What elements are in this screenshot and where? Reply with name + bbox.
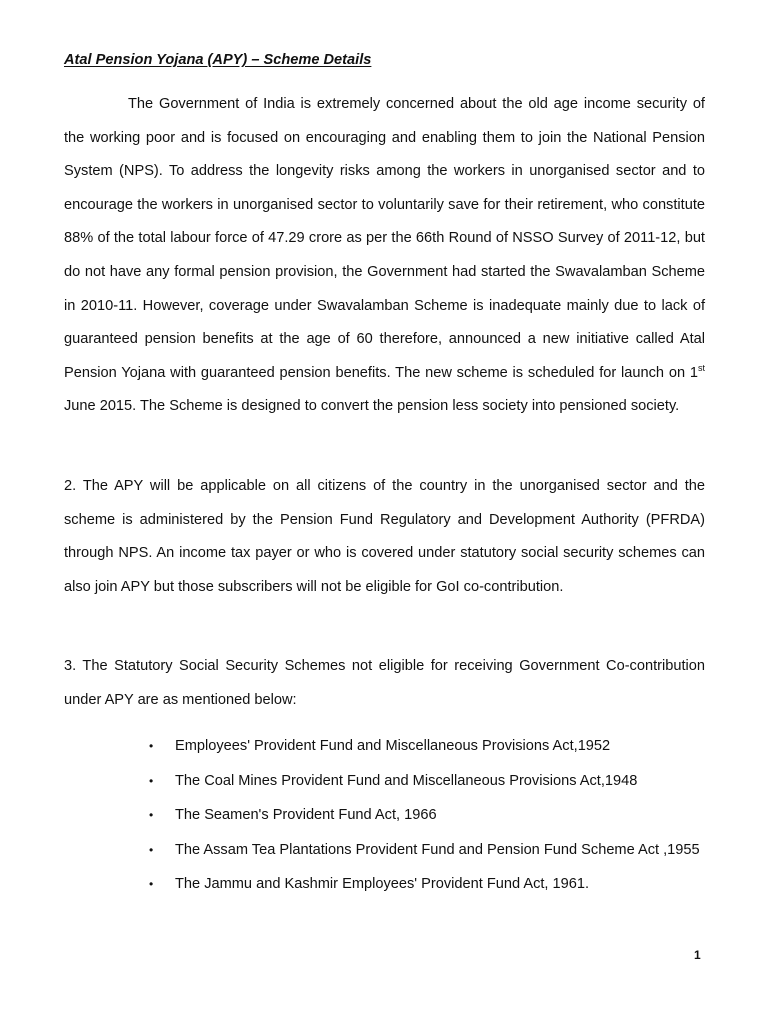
- ordinal-superscript: st: [697, 362, 705, 373]
- document-title: Atal Pension Yojana (APY) – Scheme Details: [64, 52, 372, 68]
- bullet-icon: •: [149, 739, 154, 753]
- list-item: [64, 834, 705, 868]
- page-number: 1: [694, 948, 701, 962]
- list-item: [64, 765, 705, 799]
- list-item-text: The Assam Tea Plantations Provident Fund and Pension Fund Scheme Act ,1955: [175, 841, 700, 858]
- list-item-text: The Jammu and Kashmir Employees' Provident Fund Act, 1961.: [175, 876, 590, 893]
- list-item-text: The Seamen's Provident Fund Act, 1966: [175, 807, 437, 824]
- scheme-list: [64, 730, 705, 903]
- paragraph-1: [64, 88, 705, 424]
- bullet-icon: •: [149, 808, 154, 823]
- bullet-icon: •: [149, 877, 154, 892]
- paragraph-1-text: The Government of India is extremely concerned about the old age income security of the working poor and is focused on encouraging and enabling them to join the National Pension System (NPS). To address the longevity risks among the workers in unorganised sector and to encourage the workers in unorganised sector to voluntarily save for their retirement, who constitute 88% of the total labour force of 47.29 crore as per the 66th Round of NSSO Survey of 2011-12, but do not have any formal pension provision, the Government had started the Swavalamban Scheme in 2010-11. However, coverage under Swavalamban Scheme is inadequate mainly due to lack of guaranteed pension benefits at the age of 60 therefore, announced a new initiative called Atal Pension Yojana with guaranteed pension benefits. The new scheme is scheduled for launch on 1: [64, 96, 705, 381]
- paragraph-3: 3. The Statutory Social Security Schemes not eligible for receiving Government Co-contribution under APY are as mentioned below:: [64, 658, 705, 708]
- list-item-text: The Coal Mines Provident Fund and Miscellaneous Provisions Act,1948: [175, 772, 638, 789]
- list-item-text: Employees' Provident Fund and Miscellaneous Provisions Act,1952: [175, 738, 611, 754]
- list-item: [64, 799, 705, 833]
- paragraph-2: 2. The APY will be applicable on all citizens of the country in the unorganised sector and the scheme is administered by the Pension Fund Regulatory and Development Authority (PFRDA) through NPS. An income tax payer or who is covered under statutory social security schemes can also join APY but those subscribers will not be eligible for GoI co-contribution.: [64, 478, 705, 595]
- bullet-icon: •: [149, 773, 154, 788]
- list-item: [64, 868, 705, 902]
- list-item: [64, 730, 705, 764]
- paragraph-1-text-end: June 2015. The Scheme is designed to convert the pension less society into pensioned society.: [64, 398, 680, 415]
- bullet-icon: •: [149, 842, 154, 857]
